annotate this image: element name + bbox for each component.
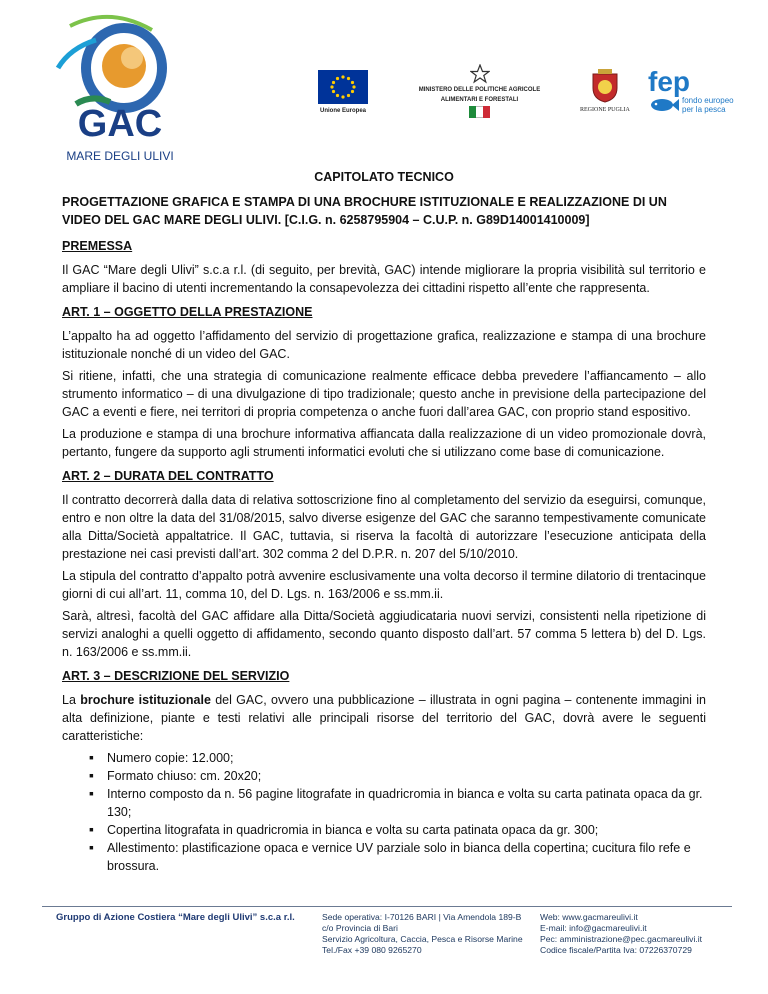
art3-paragraph: [62, 691, 706, 745]
art1-heading: ART. 1 – OGGETTO DELLA PRESTAZIONE: [62, 305, 313, 319]
regione-puglia-logo: [580, 68, 630, 114]
footer-address-line: Sede operativa: I-70126 BARI | Via Amendola 189-B: [322, 912, 522, 922]
footer-pec: Pec: amministrazione@pec.gacmareulivi.it: [540, 934, 703, 944]
fep-sub-1: fondo europeo: [682, 96, 734, 105]
ministry-caption-1: MINISTERO DELLE POLITICHE AGRICOLE: [418, 87, 541, 93]
footer-address-line: Servizio Agricoltura, Caccia, Pesca e Risorse Marine: [322, 934, 523, 944]
art2-paragraph-1: Il contratto decorrerà dalla data di relativa sottoscrizione fino al completamento del servizio da eseguirsi, comunque, entro e non oltre la data del 31/08/2015, salvo diverse esigenze del GAC che saranno tempestivamente comunicate alla Ditta/Società appaltatrice. Il GAC, tuttavia, si riserva la facoltà di autorizzare l’esecuzione anticipata della prestazione nei casi previsti dall’art. 302 comma 2 del D.P.R. n. 207 del 5/10/2010.: [62, 493, 706, 561]
footer-address: [322, 912, 523, 956]
art1-paragraph-1: L’appalto ha ad oggetto l’affidamento del servizio di progettazione grafica, realizzazione e stampa di una brochure istituzionale nonché di un video del GAC.: [62, 329, 706, 361]
art1-paragraph-3: La produzione e stampa di una brochure informativa affiancata dalla realizzazione di un video promozionale dovrà, pertanto, fungere da supporto agli strumenti informatici evoluti che si utilizzano come base di comunicazione.: [62, 427, 706, 459]
eu-caption: Unione Europea: [319, 108, 366, 114]
puglia-shield-icon: [590, 68, 620, 104]
art1-paragraph-2: Si ritiene, infatti, che una strategia di comunicazione realmente efficace debba prevedere l’affiancamento – allo strumento informatico – di una divulgazione di tipo tradizionale; questo anche in previsione della partecipazione del GAC a eventi e fiere, nei territori di propria competenza o anche fuori dall’area GAC, con proprio stand espositivo.: [62, 369, 706, 419]
art3-bold-term: brochure istituzionale: [80, 693, 211, 707]
gac-logo: [40, 8, 200, 166]
italian-flag-icon: [469, 106, 490, 118]
art2-paragraph-3: Sarà, altresì, facoltà del GAC affidare alla Ditta/Società aggiudicataria nuovi servizi, consistenti nella ripetizione di servizi analoghi a quelli oggetto di affidamento, secondo quanto disposto dall’art. 57 comma 5 lettera b) del D. Lgs. n. 163/2006 e ss.mm.ii.: [62, 609, 706, 659]
art2-paragraph-2: La stipula del contratto d’appalto potrà avvenire esclusivamente una volta decorso il termine dilatorio di trentacinque giorni di cui all’art. 11, comma 10, del D. Lgs. n. 163/2006 e ss.mm.ii.: [62, 569, 706, 601]
document-subtitle: PROGETTAZIONE GRAFICA E STAMPA DI UNA BROCHURE ISTITUZIONALE E REALIZZAZIONE DI UN VIDEO DEL GAC MARE DEGLI ULIVI. [C.I.G. n. 6258795904 – C.U.P. n. G89D14001410009]: [62, 195, 667, 227]
footer-organization: Gruppo di Azione Costiera “Mare degli Ulivi” s.c.a r.l.: [56, 912, 295, 923]
list-item: ▪ Numero copie: 12.000;: [89, 749, 706, 767]
list-item: ▪ Interno composto da n. 56 pagine litografate in quadricromia in bianca e volta su carta patinata opaca da gr. 130;: [89, 785, 706, 821]
footer-email: E-mail: info@gacmareulivi.it: [540, 923, 647, 933]
gac-logo-text: GAC: [77, 103, 163, 145]
list-item: ▪ Allestimento: plastificazione opaca e vernice UV parziale solo in bianca della copertina; cucitura filo refe e brossura.: [89, 839, 706, 875]
art3-rest: del GAC, ovvero una pubblicazione – illustrata in ogni pagina – contenente immagini in alta definizione, piante e testi relativi alle principali risorse del territorio del GAC, dovrà avere le seguenti caratteristiche:: [62, 693, 706, 743]
fep-logo: [648, 68, 734, 114]
footer-address-line: Tel./Fax +39 080 9265270: [322, 945, 422, 955]
footer-divider: [42, 906, 732, 907]
document-body: [62, 168, 706, 875]
art2-heading: ART. 2 – DURATA DEL CONTRATTO: [62, 469, 274, 483]
italian-emblem-icon: [470, 64, 490, 84]
eu-logo: [318, 70, 368, 115]
gac-logo-subtitle: MARE DEGLI ULIVI: [66, 149, 174, 163]
list-item: ▪ Copertina litografata in quadricromia in bianca e volta su carta patinata opaca da gr. 300;: [89, 821, 706, 839]
premessa-heading: PREMESSA: [62, 239, 133, 253]
eu-flag-icon: [318, 70, 368, 104]
brochure-specs-list: [62, 749, 706, 875]
fep-sub-2: per la pesca: [682, 105, 726, 114]
fish-icon: [648, 96, 680, 114]
gac-emblem-icon: [40, 8, 200, 166]
ministry-logo: [412, 64, 547, 118]
puglia-caption: REGIONE PUGLIA: [580, 107, 630, 113]
footer-address-line: c/o Provincia di Bari: [322, 923, 398, 933]
footer-contacts: [540, 912, 702, 956]
footer-web: Web: www.gacmareulivi.it: [540, 912, 638, 922]
fep-title: fep: [648, 66, 690, 97]
art3-lead: La: [62, 693, 76, 707]
footer-tax-code: Codice fiscale/Partita Iva: 07226370729: [540, 945, 692, 955]
art3-heading: ART. 3 – DESCRIZIONE DEL SERVIZIO: [62, 669, 290, 683]
list-item: ▪ Formato chiuso: cm. 20x20;: [89, 767, 706, 785]
ministry-caption-2: ALIMENTARI E FORESTALI: [440, 97, 519, 103]
premessa-paragraph: Il GAC “Mare degli Ulivi” s.c.a r.l. (di seguito, per brevità, GAC) intende migliorare la propria visibilità sul territorio e ampliare il bacino di utenti incrementando la consapevolezza dei cittadini rispetto all’ente che rappresenta.: [62, 263, 706, 295]
document-title: CAPITOLATO TECNICO: [314, 170, 454, 184]
